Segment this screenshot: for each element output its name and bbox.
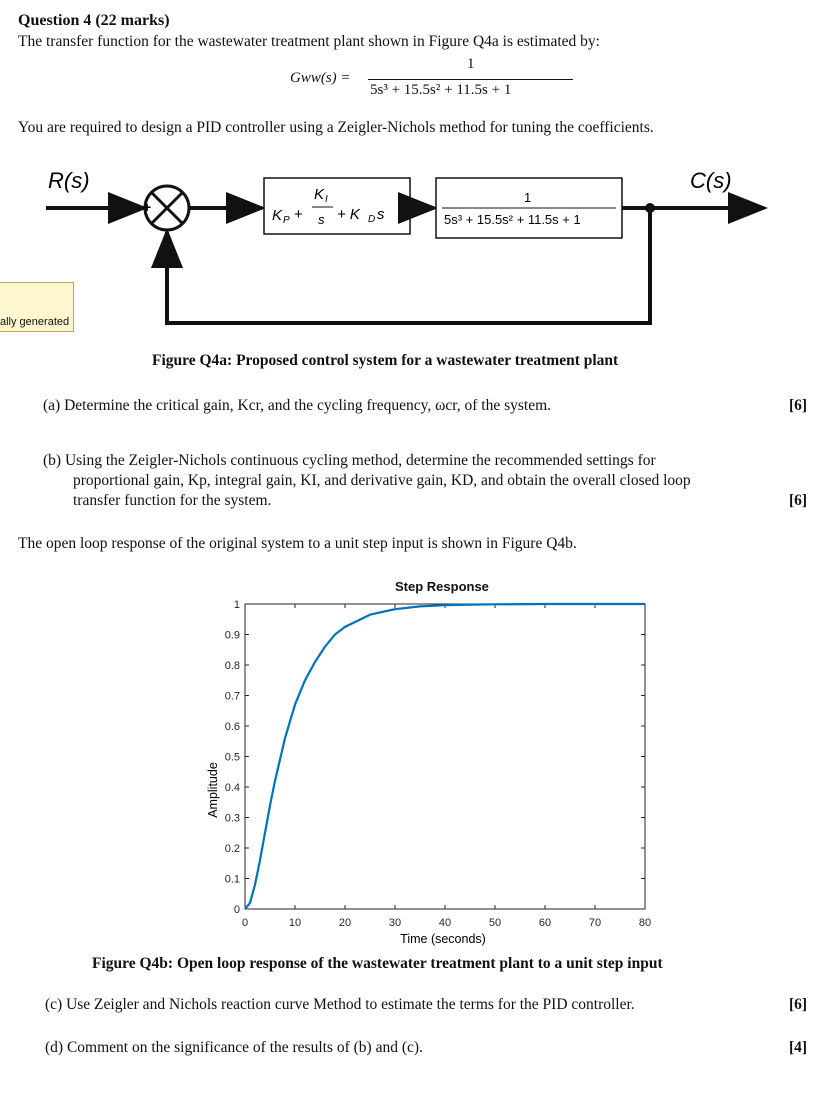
question-requirement: You are required to design a PID controller using a Zeigler-Nichols method for tuning the coefficients.: [18, 119, 654, 136]
input-label: R(s): [48, 168, 90, 193]
open-loop-text: The open loop response of the original system to a unit step input is shown in Figure Q4b.: [18, 535, 577, 552]
y-tick-label: 0.2: [224, 843, 240, 855]
y-tick-label: 0.5: [224, 751, 240, 764]
controller-ki-sub: I: [325, 194, 328, 205]
minus-sign: -: [163, 230, 168, 246]
y-tick-label: 0.8: [224, 660, 240, 672]
part-d-marks: [4]: [789, 1039, 808, 1056]
tf-fraction-bar: [368, 79, 573, 80]
question-intro: The transfer function for the wastewater treatment plant shown in Figure Q4a is estimated by:: [18, 33, 600, 50]
y-tick-label: 1: [233, 599, 240, 611]
part-b-line3: transfer function for the system.: [73, 492, 272, 509]
x-tick-label: 50: [488, 917, 502, 929]
x-axis-label: Time (seconds): [400, 932, 486, 946]
x-tick-label: 40: [438, 917, 452, 929]
y-tick-label: 0.4: [224, 782, 240, 794]
chart-title: Step Response: [395, 579, 489, 594]
x-tick-label: 60: [538, 917, 552, 929]
figure-q4b-caption: Figure Q4b: Open loop response of the wastewater treatment plant to a unit step input: [92, 955, 663, 972]
x-tick-label: 30: [388, 917, 402, 929]
part-a-text: (a) Determine the critical gain, Kcr, and the cycling frequency, ωcr, of the system.: [43, 397, 552, 414]
plant-numerator: 1: [524, 190, 532, 205]
x-tick-label: 70: [588, 917, 602, 929]
part-b-line1: (b) Using the Zeigler-Nichols continuous cycling method, determine the recommended settings for: [43, 452, 656, 469]
y-tick-label: 0.7: [224, 690, 240, 703]
controller-kp: K: [272, 207, 283, 224]
y-axis-label: Amplitude: [206, 762, 220, 818]
tf-lhs: Gww(s) =: [290, 70, 351, 86]
part-c-marks: [6]: [789, 996, 808, 1013]
y-tick-label: 0: [233, 904, 240, 916]
controller-ki: K: [314, 186, 325, 203]
plus-sign: +: [143, 199, 152, 215]
controller-kd-sub: D: [368, 214, 376, 225]
controller-kd-s: s: [377, 206, 385, 223]
plot-frame: [245, 604, 645, 909]
y-tick-label: 0.3: [224, 812, 240, 825]
x-tick-label: 80: [638, 917, 652, 929]
controller-plus: +: [294, 206, 303, 223]
summing-junction: [145, 186, 189, 230]
output-label: C(s): [690, 168, 732, 193]
y-tick-label: 0.6: [224, 721, 240, 733]
x-tick-label: 10: [288, 917, 302, 929]
question-title: Question 4 (22 marks): [18, 12, 170, 29]
controller-s: s: [318, 212, 325, 227]
note-tab-label: ally generated: [0, 316, 70, 328]
x-tick-label: 0: [241, 917, 249, 929]
x-tick-label: 20: [338, 917, 352, 929]
part-d-text: (d) Comment on the significance of the results of (b) and (c).: [45, 1039, 423, 1056]
controller-kp-sub: P: [283, 215, 290, 226]
y-tick-label: 0.9: [224, 629, 240, 642]
note-tab[interactable]: [0, 282, 74, 332]
part-b-line2: proportional gain, Kp, integral gain, KI, and derivative gain, KD, and obtain the overall closed loop: [73, 472, 691, 489]
plant-denominator: 5s³ + 15.5s² + 11.5s + 1: [444, 212, 581, 227]
part-a-marks: [6]: [789, 397, 808, 414]
tf-numerator: 1: [467, 56, 475, 72]
step-response-chart: [195, 595, 675, 950]
controller-kd: + K: [337, 206, 360, 223]
part-c-text: (c) Use Zeigler and Nichols reaction curve Method to estimate the terms for the PID controller.: [45, 996, 635, 1013]
y-tick-label: 0.1: [224, 873, 240, 886]
part-b-marks: [6]: [789, 492, 808, 509]
tf-denominator: 5s³ + 15.5s² + 11.5s + 1: [370, 82, 512, 98]
block-diagram: [0, 160, 838, 335]
figure-q4a-caption: Figure Q4a: Proposed control system for a wastewater treatment plant: [152, 352, 619, 369]
